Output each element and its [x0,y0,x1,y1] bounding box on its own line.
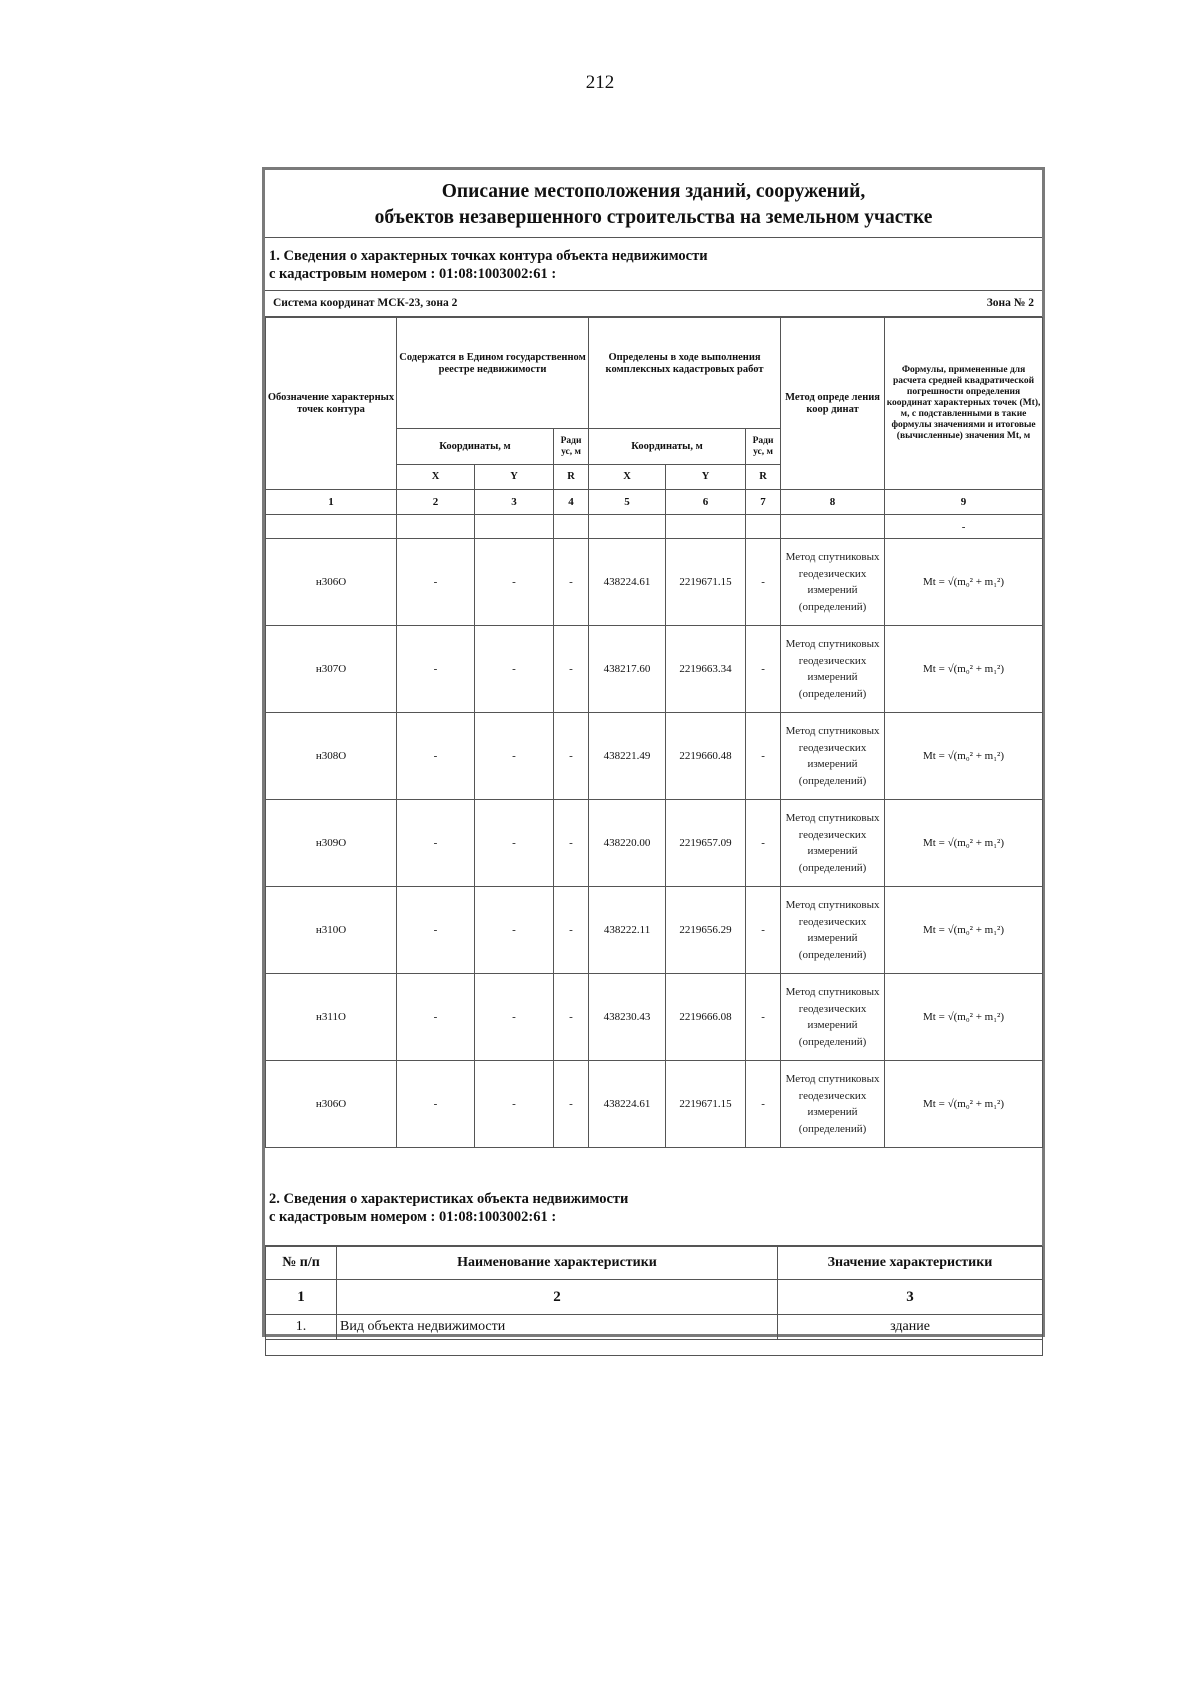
header-x-works: X [589,465,666,490]
section-2-line-2: с кадастровым номером : 01:08:1003002:61 : [269,1209,557,1225]
column-number: 5 [589,490,666,515]
method: Метод спутниковых геодезических измерений (определений) [781,539,885,626]
x-egrn: - [397,626,475,713]
y-egrn: - [475,626,554,713]
r-egrn: - [554,1061,589,1148]
radius: - [746,887,781,974]
radius: - [746,626,781,713]
y-coordinate: 2219660.48 [666,713,746,800]
point-name: н307О [266,626,397,713]
y-coordinate: 2219666.08 [666,974,746,1061]
column-number: 3 [778,1280,1043,1315]
radius: - [746,539,781,626]
formula: Mt = √(m₀² + m₁²) [885,974,1043,1061]
points-body [266,539,1043,1148]
table-row [266,1061,1043,1148]
y-coordinate: 2219671.15 [666,539,746,626]
header-egrn: Содержатся в Едином государственном реестре недвижимости [397,318,589,429]
document-frame [262,167,1045,1337]
x-coordinate: 438224.61 [589,1061,666,1148]
x-egrn: - [397,887,475,974]
header-characteristic-value: Значение характеристики [778,1247,1043,1280]
characteristic-name: Вид объекта недвижимости [337,1315,778,1340]
formula: Mt = √(m₀² + m₁²) [885,539,1043,626]
column-number: 9 [885,490,1043,515]
coordinate-system: Система координат МСК-23, зона 2 [273,297,458,309]
header-radius-egrn: Ради ус, м [554,429,589,465]
header-r-egrn: R [554,465,589,490]
table-row [266,800,1043,887]
method: Метод спутниковых геодезических измерений (определений) [781,626,885,713]
formula: Mt = √(m₀² + m₁²) [885,1061,1043,1148]
document-title [265,170,1042,238]
column-number: 2 [337,1280,778,1315]
header-coords-works: Координаты, м [589,429,746,465]
method: Метод спутниковых геодезических измерений (определений) [781,1061,885,1148]
header-r-works: R [746,465,781,490]
row-number: 1. [266,1315,337,1340]
radius: - [746,974,781,1061]
y-coordinate: 2219657.09 [666,800,746,887]
table-row [266,626,1043,713]
y-egrn: - [475,887,554,974]
point-name: н311О [266,974,397,1061]
coordinate-system-line [265,291,1042,317]
header-y-egrn: Y [475,465,554,490]
x-egrn: - [397,800,475,887]
characteristics-table [265,1246,1043,1356]
header-x-egrn: X [397,465,475,490]
y-egrn: - [475,974,554,1061]
characteristic-value: здание [778,1315,1043,1340]
table-row [266,1315,1043,1340]
column-number: 3 [475,490,554,515]
radius: - [746,713,781,800]
page-number: 212 [585,72,615,93]
formula: Mt = √(m₀² + m₁²) [885,800,1043,887]
r-egrn: - [554,974,589,1061]
column-number: 7 [746,490,781,515]
y-egrn: - [475,1061,554,1148]
table-row [266,713,1043,800]
x-coordinate: 438222.11 [589,887,666,974]
table-row [266,539,1043,626]
table-row [266,974,1043,1061]
empty-row [266,515,1043,539]
method: Метод спутниковых геодезических измерений (определений) [781,974,885,1061]
y-coordinate: 2219671.15 [666,1061,746,1148]
r-egrn: - [554,800,589,887]
y-coordinate: 2219663.34 [666,626,746,713]
title-line-1: Описание местоположения зданий, сооружений, [441,181,866,202]
point-name: н306О [266,539,397,626]
x-coordinate: 438230.43 [589,974,666,1061]
x-egrn: - [397,539,475,626]
x-egrn: - [397,1061,475,1148]
r-egrn: - [554,539,589,626]
y-egrn: - [475,713,554,800]
y-coordinate: 2219656.29 [666,887,746,974]
x-coordinate: 438224.61 [589,539,666,626]
formula: Mt = √(m₀² + m₁²) [885,626,1043,713]
column-number: 1 [266,1280,337,1315]
empty-row-dash: - [885,515,1043,539]
x-coordinate: 438220.00 [589,800,666,887]
column-number: 4 [554,490,589,515]
header-formula: Формулы, примененные для расчета средней квадратической погрешности определения координат характерных точек (Mt), м, с подставленными в такие формулы значениями и итоговые (вычисленные) значения Mt, м [885,318,1043,490]
r-egrn: - [554,626,589,713]
section-1-heading [265,238,1042,291]
header-method: Метод опреде ления коор динат [781,318,885,490]
section-2-line-1: 2. Сведения о характеристиках объекта недвижимости [269,1191,629,1207]
formula: Mt = √(m₀² + m₁²) [885,887,1043,974]
point-name: н310О [266,887,397,974]
method: Метод спутниковых геодезических измерений (определений) [781,887,885,974]
point-name: н306О [266,1061,397,1148]
x-coordinate: 438217.60 [589,626,666,713]
section-1-line-2: с кадастровым номером : 01:08:1003002:61 : [269,266,557,282]
method: Метод спутниковых геодезических измерений (определений) [781,713,885,800]
formula: Mt = √(m₀² + m₁²) [885,713,1043,800]
r-egrn: - [554,713,589,800]
x-egrn: - [397,974,475,1061]
header-point-designation: Обозначение характерных точек контура [266,318,397,490]
column-number: 8 [781,490,885,515]
x-coordinate: 438221.49 [589,713,666,800]
column-number: 2 [397,490,475,515]
r-egrn: - [554,887,589,974]
title-line-2: объектов незавершенного строительства на земельном участке [374,207,933,228]
x-egrn: - [397,713,475,800]
points-table [265,317,1043,1148]
header-y-works: Y [666,465,746,490]
zone-number: Зона № 2 [986,297,1034,309]
y-egrn: - [475,539,554,626]
header-characteristic-name: Наименование характеристики [337,1247,778,1280]
radius: - [746,1061,781,1148]
table-row [266,887,1043,974]
header-row-number: № п/п [266,1247,337,1280]
point-name: н309О [266,800,397,887]
header-complex-works: Определены в ходе выполнения комплексных кадастровых работ [589,318,781,429]
y-egrn: - [475,800,554,887]
section-2-heading [265,1173,1042,1246]
point-name: н308О [266,713,397,800]
column-numbers-row [266,490,1043,515]
method: Метод спутниковых геодезических измерений (определений) [781,800,885,887]
section-1-line-1: 1. Сведения о характерных точках контура объекта недвижимости [269,248,708,264]
column-number: 6 [666,490,746,515]
radius: - [746,800,781,887]
header-coords-egrn: Координаты, м [397,429,554,465]
header-radius-works: Ради ус, м [746,429,781,465]
column-number: 1 [266,490,397,515]
